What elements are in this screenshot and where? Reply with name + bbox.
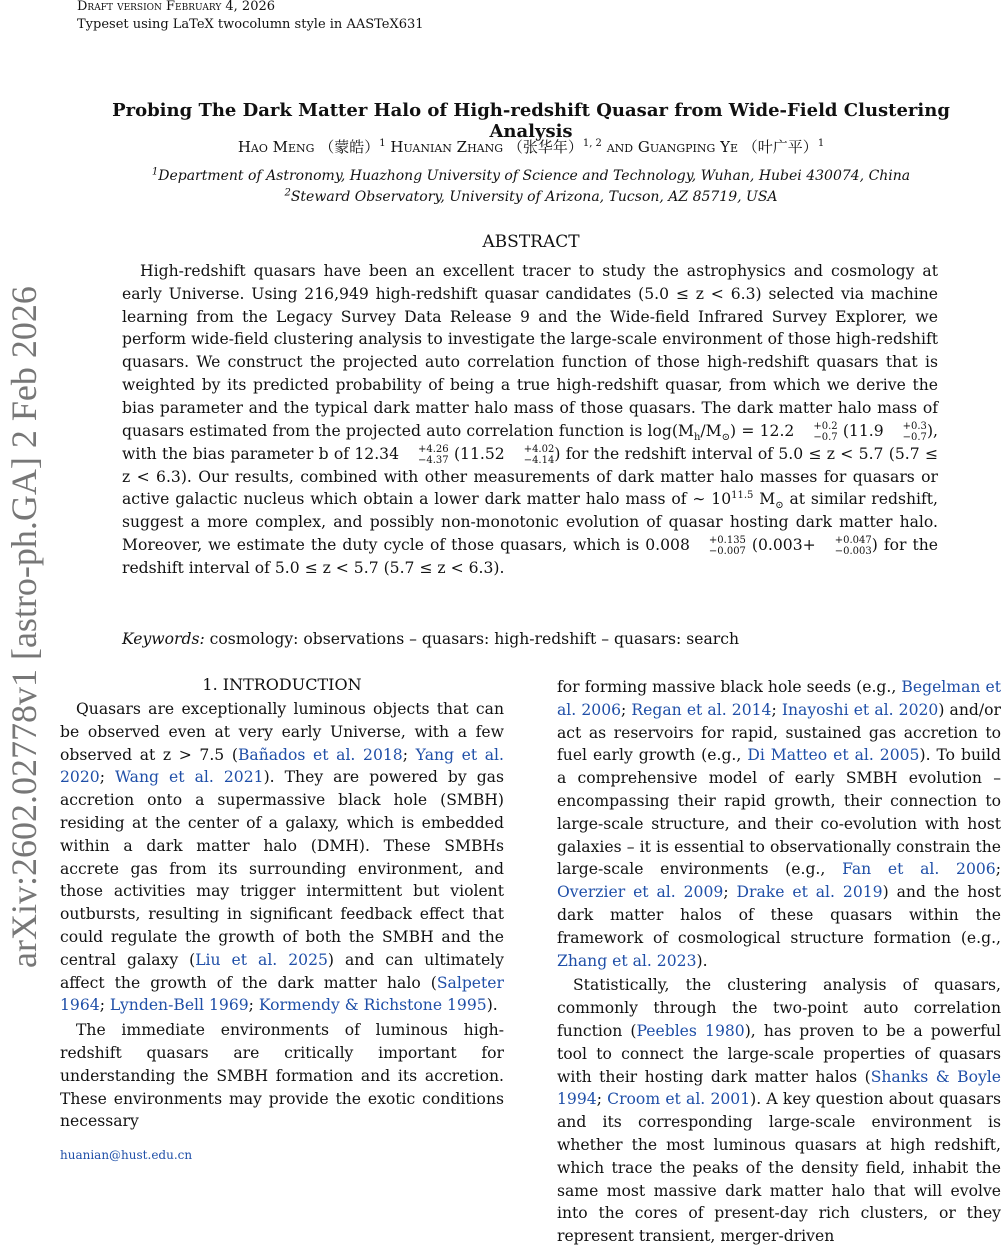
author-list <box>95 136 967 157</box>
citation-link[interactable]: Regan et al. 2014 <box>631 700 772 719</box>
author-name: Guangping Ye <box>637 138 739 156</box>
author-affil-mark: 1 <box>379 138 386 149</box>
affiliation-number: 2 <box>284 187 291 199</box>
citation-link[interactable]: Lynden-Bell 1969 <box>109 996 249 1015</box>
paper-title: Probing The Dark Matter Halo of High-redshift Quasar from Wide-Field Clustering Analysis <box>112 100 950 142</box>
citation-link[interactable]: Salpeter 1964 <box>60 973 504 1015</box>
citation-link[interactable]: Fan et al. 2006 <box>842 860 996 879</box>
intro-paragraph: for forming massive black hole seeds (e.g., Begelman et al. 2006; Regan et al. 2014; Inayoshi et al. 2020) and/or act as reservoirs for rapid, sustained gas accretion to fuel early growth (e.g., Di Matteo et al. 2005). To build a comprehensive model of early SMBH evolution – encompassing their rapid growth, their connection to large-scale structure, and their co-evolution with host galaxies – it is essential to observationally constrain the large-scale environments (e.g., Fan et al. 2006; Overzier et al. 2009; Drake et al. 2019) and the host dark matter halos of these quasars within the framework of cosmological structure formation (e.g., Zhang et al. 2023). <box>557 678 1002 970</box>
intro-paragraph: The immediate environments of luminous high-redshift quasars are critically important for understanding the SMBH formation and its accretion. These environments may provide the exotic conditions necessary <box>60 1021 504 1131</box>
citation-link[interactable]: Peebles 1980 <box>636 1021 745 1040</box>
author-affil-mark: 1 <box>817 138 825 149</box>
citation-link[interactable]: Begelman et al. 2006 <box>557 678 1001 719</box>
left-column <box>60 674 504 1133</box>
citation-link[interactable]: Liu et al. 2025 <box>195 950 328 969</box>
citation-link[interactable]: Zhang et al. 2023 <box>557 951 697 970</box>
citation-link[interactable]: Yang et al. 2020 <box>60 745 505 787</box>
citation-link[interactable]: Croom et al. 2001 <box>607 1090 751 1109</box>
footnote-rule <box>60 1142 170 1143</box>
author-affil-mark: 1, 2 <box>582 138 602 149</box>
keywords-list: cosmology: observations – quasars: high-redshift – quasars: search <box>209 630 740 648</box>
author-name: Hao Meng <box>237 138 315 156</box>
footnote-email[interactable]: huanian@hust.edu.cn <box>60 1148 193 1162</box>
section-heading: 1. INTRODUCTION <box>202 675 362 694</box>
affiliation <box>95 189 967 205</box>
keywords-label: Keywords: <box>122 630 205 648</box>
citation-link[interactable]: Bañados et al. 2018 <box>237 745 403 764</box>
arxiv-stamp <box>4 248 44 968</box>
author-chinese-name: （蒙皓） <box>319 138 380 156</box>
citation-link[interactable]: Overzier et al. 2009 <box>557 883 724 902</box>
affiliation-text: Steward Observatory, University of Arizona, Tucson, AZ 85719, USA <box>290 189 778 205</box>
keywords <box>122 630 938 648</box>
author-chinese-name: （叶广平） <box>742 138 818 156</box>
citation-link[interactable]: Kormendy & Richstone 1995 <box>258 996 487 1015</box>
citation-link[interactable]: Shanks & Boyle 1994 <box>557 1067 1001 1109</box>
affiliation-number: 1 <box>151 166 159 178</box>
citation-link[interactable]: Inayoshi et al. 2020 <box>781 700 939 719</box>
abstract-heading: ABSTRACT <box>482 232 580 252</box>
arxiv-id: arXiv:2602.02778v1 [astro-ph.GA] 2 Feb 2026 <box>4 286 44 968</box>
draft-line: Draft version February 4, 2026 <box>77 0 276 14</box>
abstract-body: High-redshift quasars have been an excellent tracer to study the astrophysics and cosmology at early Universe. Using 216,949 high-redshift quasar candidates (5.0 ≤ z < 6.3) selected via machine learning from the Legacy Survey Data Release 9 and the Wide-field Infrared Survey Explorer, we perform wide-field clustering analysis to investigate the large-scale environment of those high-redshift quasars. We construct the projected auto correlation function of those high-redshift quasars that is weighted by its predicted probability of being a true high-redshift quasar, from which we derive the bias parameter and the typical dark matter halo mass of those quasars. The dark matter halo mass of quasars estimated from the projected auto correlation function is $\log(M_h/M_⊙) = 12.2$ +0.2 −0.7 (11.9 +0.3 −0.7 ), with the bias parameter b of 12.34 +4.26 −4.37 (11.52 +4.02 −4.14 ) for the redshift interval of 5.0 ≤ z < 5.7 (5.7 ≤ z < 6.3). Our results, combined with other measurements of dark matter halo masses for quasars or active galactic nucleus which obtain a lower dark matter halo mass of ∼ $10^{11.5}$ $M_⊙$ at similar redshift, suggest a more complex, and possibly non-monotonic evolution of quasar hosting dark matter halo. Moreover, we estimate the duty cycle of those quasars, which is 0.008 +0.135 −0.007 (0.003+ +0.047 −0.003 ) for the redshift interval of 5.0 ≤ z < 5.7 (5.7 ≤ z < 6.3). <box>122 262 938 577</box>
author-chinese-name: （张华年） <box>507 138 583 156</box>
typeset-line: Typeset using LaTeX twocolumn style in AASTeX631 <box>77 17 424 32</box>
intro-paragraph: Quasars are exceptionally luminous objects that can be observed even at very early Universe, with a few observed at z > 7.5 (Bañados et al. 2018; Yang et al. 2020; Wang et al. 2021). They are powered by gas accretion onto a supermassive black hole (SMBH) residing at the center of a galaxy, which is embedded within a dark matter halo (DMH). These SMBHs accrete gas from its surrounding environment, and those activities may trigger intermittent but violent outbursts, resulting in significant feedback effect that could regulate the growth of both the SMBH and the central galaxy (Liu et al. 2025) and can ultimately affect the growth of the dark matter halo (Salpeter 1964; Lynden-Bell 1969; Kormendy & Richstone 1995). <box>60 700 505 1015</box>
right-column <box>557 676 1001 1248</box>
citation-link[interactable]: Drake et al. 2019 <box>736 883 883 902</box>
citation-link[interactable]: Di Matteo et al. 2005 <box>747 746 920 765</box>
affiliation <box>95 168 967 184</box>
author-joiner: and <box>606 138 634 156</box>
citation-link[interactable]: Wang et al. 2021 <box>115 768 264 787</box>
intro-paragraph: Statistically, the clustering analysis of quasars, commonly through the two-point auto correlation function (Peebles 1980), has proven to be a powerful tool to connect the large-scale properties of quasars with their hosting dark matter halos (Shanks & Boyle 1994; Croom et al. 2001). A key question about quasars and its corresponding large-scale environment is whether the most luminous quasars at high redshift, which trace the peaks of the density field, inhabit the same most massive dark matter halo that will evolve into the cores of present-day rich clusters, or they represent transient, merger-driven <box>557 976 1001 1246</box>
affiliation-text: Department of Astronomy, Huazhong University of Science and Technology, Wuhan, Hubei 430074, China <box>158 168 911 184</box>
author-name: Huanian Zhang <box>390 138 504 156</box>
